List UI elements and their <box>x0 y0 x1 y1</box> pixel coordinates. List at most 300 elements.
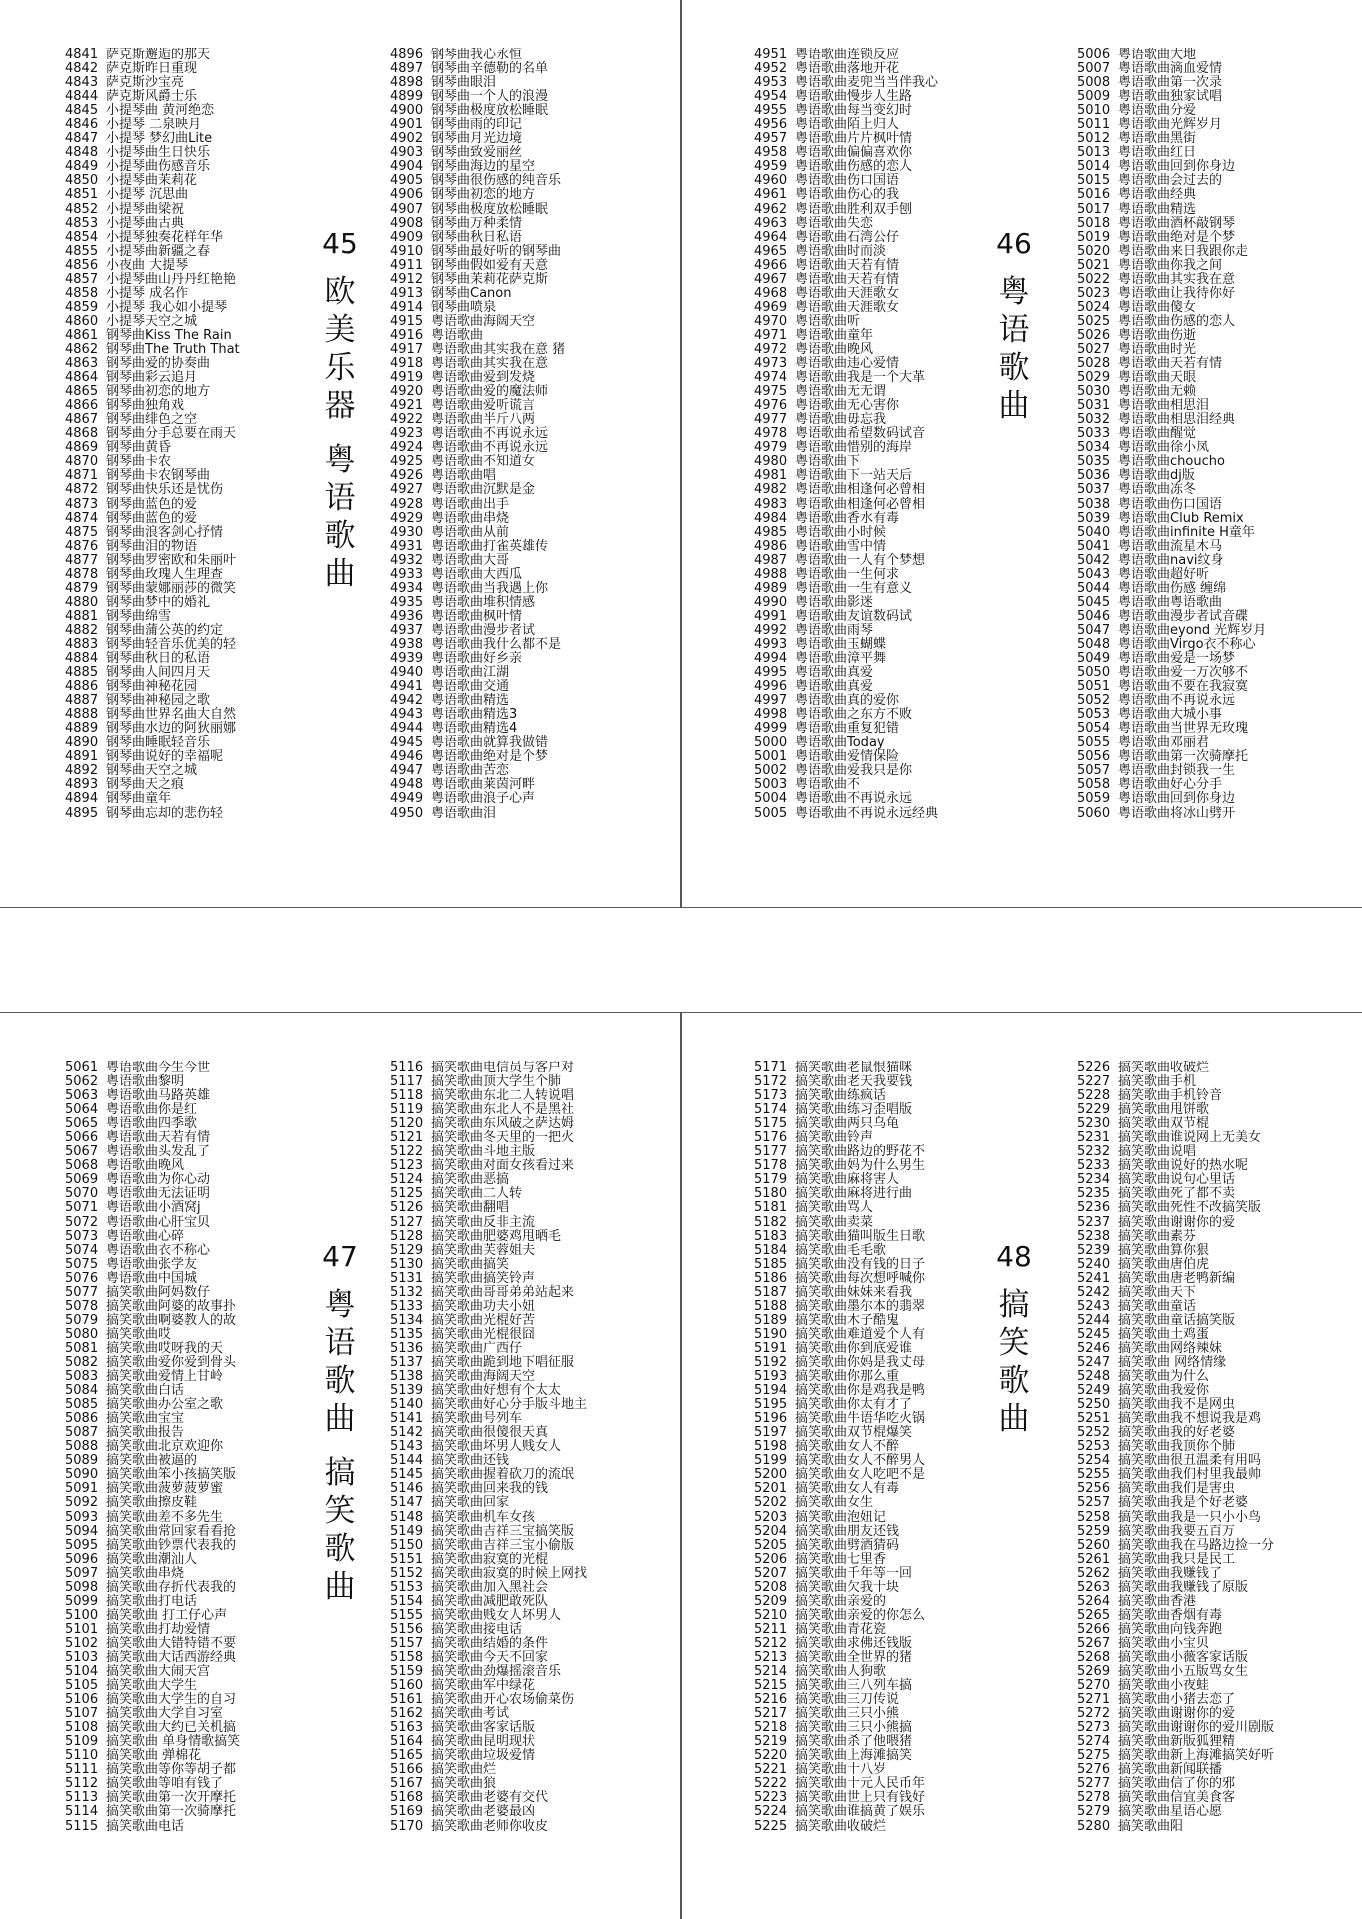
song-number: 5052 <box>1077 693 1111 709</box>
song-title: 粤语歌曲天若有情 <box>795 257 900 273</box>
song-entry <box>754 1328 969 1342</box>
song-title: 搞笑歌曲寂寞的光棍 <box>431 1551 549 1567</box>
song-number: 5098 <box>65 1579 99 1595</box>
song-title: 搞笑歌曲女人吃吧不是 <box>795 1467 926 1483</box>
song-number: 4950 <box>390 805 424 821</box>
song-entry <box>65 441 280 455</box>
song-title: 钢琴曲天之痕 <box>106 777 185 793</box>
song-title: 粤语歌曲不再说永远 <box>1118 693 1236 709</box>
song-number: 5217 <box>754 1706 788 1722</box>
song-number: 4862 <box>65 341 99 357</box>
song-title: 钢琴曲极度放松睡眠 <box>431 103 549 119</box>
song-entry <box>1077 217 1292 231</box>
song-entry <box>65 301 280 315</box>
song-number: 5030 <box>1077 384 1111 400</box>
song-number: 5111 <box>65 1762 99 1778</box>
song-entry <box>1077 1328 1292 1342</box>
song-title: 搞笑歌曲加入黑社会 <box>431 1579 549 1595</box>
song-number: 5067 <box>65 1144 99 1160</box>
song-number: 4925 <box>390 454 424 470</box>
section-title-char: 粤 <box>324 442 356 478</box>
song-title: 粤语歌曲超好听 <box>1118 566 1210 582</box>
song-number: 5271 <box>1077 1692 1111 1708</box>
song-title: 粤语歌曲心碎 <box>106 1228 185 1244</box>
song-entry <box>65 736 280 750</box>
song-title: 搞笑歌曲我顶你个肺 <box>1118 1439 1236 1455</box>
song-title: 粤语歌曲衣不称心 <box>106 1242 211 1258</box>
song-title: 钢琴曲卡农 <box>106 454 172 470</box>
song-title: 粤语歌曲绝对是个梦 <box>1118 229 1236 245</box>
song-number: 5094 <box>65 1523 99 1539</box>
song-number: 5229 <box>1077 1102 1111 1118</box>
song-number: 4934 <box>390 580 424 596</box>
song-number: 5179 <box>754 1172 788 1188</box>
song-number: 5197 <box>754 1425 788 1441</box>
catalog-page-47 <box>0 1012 681 1919</box>
section-title-char: 搞 <box>324 1455 356 1491</box>
song-title: 粤语歌曲伤逝 <box>1118 327 1197 343</box>
song-number: 5163 <box>390 1720 424 1736</box>
song-title: 粤语歌曲片片枫叶情 <box>795 131 913 147</box>
song-entry <box>390 1679 605 1693</box>
song-number: 5252 <box>1077 1425 1111 1441</box>
song-title: 粤语歌曲四季歌 <box>106 1116 198 1132</box>
song-number: 5147 <box>390 1495 424 1511</box>
song-number: 5044 <box>1077 580 1111 596</box>
song-entry <box>1077 1272 1292 1286</box>
song-title: 粤语歌曲今生今世 <box>106 1061 211 1075</box>
song-list-left <box>65 48 280 821</box>
song-title: 粤语歌曲真爱 <box>795 679 874 695</box>
song-number: 5066 <box>65 1130 99 1146</box>
song-entry <box>65 1511 280 1525</box>
song-entry <box>65 1089 280 1103</box>
song-title: 粤语歌曲无法证明 <box>106 1186 211 1202</box>
song-number: 5124 <box>390 1172 424 1188</box>
song-title: 搞笑歌曲结婚的条件 <box>431 1635 549 1651</box>
song-title: 搞笑歌曲童话 <box>1118 1298 1197 1314</box>
song-number: 5000 <box>754 735 788 751</box>
song-number: 4841 <box>65 48 99 62</box>
song-title: 小提琴曲山丹丹红艳艳 <box>106 271 237 287</box>
song-title: 钢琴曲月光边境 <box>431 131 523 147</box>
song-number: 4926 <box>390 468 424 484</box>
song-entry <box>754 1820 969 1834</box>
song-entry <box>1077 427 1292 441</box>
section-title-char: 曲 <box>324 1401 356 1437</box>
song-title: 小提琴曲生日快乐 <box>106 145 211 161</box>
song-number: 5249 <box>1077 1383 1111 1399</box>
song-number: 4892 <box>65 763 99 779</box>
song-number: 5232 <box>1077 1144 1111 1160</box>
song-title: 粤语歌曲为你心动 <box>106 1172 211 1188</box>
song-title: 搞笑歌曲练习歪唱版 <box>795 1102 913 1118</box>
song-number: 4901 <box>390 117 424 133</box>
song-title: 粤语歌曲天若有情 <box>1118 356 1223 372</box>
song-title: 小提琴曲新疆之春 <box>106 243 211 259</box>
song-entry <box>390 1539 605 1553</box>
song-title: 搞笑歌曲素芬 <box>1118 1228 1197 1244</box>
song-number: 5237 <box>1077 1214 1111 1230</box>
song-entry <box>1077 203 1292 217</box>
song-number: 4884 <box>65 651 99 667</box>
song-number: 5231 <box>1077 1130 1111 1146</box>
song-number: 4910 <box>390 243 424 259</box>
song-number: 4970 <box>754 313 788 329</box>
song-title: 粤语歌曲粤语歌曲 <box>1118 594 1223 610</box>
song-title: 粤语歌曲陌上归人 <box>795 117 900 133</box>
song-title: 搞笑歌曲哎 <box>106 1326 172 1342</box>
section-title-char: 欧 <box>324 274 356 310</box>
song-entry <box>1077 231 1292 245</box>
song-title: 粤语歌曲苦恋 <box>431 763 510 779</box>
song-title: 搞笑歌曲我要五百万 <box>1118 1523 1236 1539</box>
section-title-char: 语 <box>324 480 356 516</box>
song-number: 5154 <box>390 1593 424 1609</box>
song-entry <box>65 1103 280 1117</box>
song-number: 4945 <box>390 735 424 751</box>
song-list-right <box>1077 48 1292 821</box>
song-title: 搞笑歌曲笨小孩搞笑版 <box>106 1467 237 1483</box>
song-title: 搞笑歌曲翻唱 <box>431 1200 510 1216</box>
song-number: 5026 <box>1077 327 1111 343</box>
song-number: 5032 <box>1077 412 1111 428</box>
song-title: 搞笑歌曲我爱你 <box>1118 1383 1210 1399</box>
song-title: 搞笑歌曲练疯话 <box>795 1088 887 1104</box>
song-number: 5089 <box>65 1453 99 1469</box>
song-entry <box>390 1553 605 1567</box>
song-entry <box>65 62 280 76</box>
song-entry <box>390 1258 605 1272</box>
song-title: 搞笑歌曲谁搞黄了娱乐 <box>795 1804 926 1820</box>
song-entry <box>754 273 969 287</box>
section-title <box>320 225 360 593</box>
song-number: 5060 <box>1077 805 1111 821</box>
song-title: 钢琴曲茉莉花萨克斯 <box>431 271 549 287</box>
song-number: 4907 <box>390 201 424 217</box>
song-number: 4962 <box>754 201 788 217</box>
song-entry <box>754 610 969 624</box>
song-entry <box>390 624 605 638</box>
song-number: 4849 <box>65 159 99 175</box>
song-number: 5120 <box>390 1116 424 1132</box>
song-number: 4908 <box>390 215 424 231</box>
song-number: 5103 <box>65 1649 99 1665</box>
section-title-char: 语 <box>998 312 1030 348</box>
song-title: 粤语歌曲伤感的恋人 <box>795 159 913 175</box>
song-number: 5042 <box>1077 552 1111 568</box>
song-title: 搞笑歌曲三刀传说 <box>795 1692 900 1708</box>
song-number: 4927 <box>390 482 424 498</box>
song-number: 5148 <box>390 1509 424 1525</box>
song-number: 5075 <box>65 1256 99 1272</box>
song-number: 5213 <box>754 1649 788 1665</box>
song-title: 搞笑歌曲我们村里我最帅 <box>1118 1467 1262 1483</box>
song-number: 5142 <box>390 1425 424 1441</box>
song-title: 搞笑歌曲很傻很天真 <box>431 1425 549 1441</box>
song-number: 5161 <box>390 1692 424 1708</box>
song-title: 粤语歌曲雨琴 <box>795 622 874 638</box>
song-entry <box>1077 792 1292 806</box>
song-number: 5196 <box>754 1411 788 1427</box>
song-entry <box>65 357 280 371</box>
song-entry <box>65 666 280 680</box>
song-title: 粤语歌曲流星木马 <box>1118 538 1223 554</box>
song-title: 粤语歌曲玉蝴蝶 <box>795 636 887 652</box>
song-entry <box>65 231 280 245</box>
song-title: 搞笑歌曲双节棍爆笑 <box>795 1425 913 1441</box>
song-number: 5212 <box>754 1635 788 1651</box>
song-title: 粤语歌曲当世界无玫瑰 <box>1118 721 1249 737</box>
song-title: 搞笑歌曲机车女孩 <box>431 1509 536 1525</box>
song-entry <box>65 582 280 596</box>
song-entry <box>754 259 969 273</box>
song-entry <box>754 343 969 357</box>
song-title: 搞笑歌曲吉祥三宝搞笑版 <box>431 1523 575 1539</box>
song-title: 粤语歌曲爱的魔法师 <box>431 384 549 400</box>
song-number: 5250 <box>1077 1397 1111 1413</box>
song-number: 5207 <box>754 1565 788 1581</box>
song-number: 5084 <box>65 1383 99 1399</box>
song-title: 粤语歌曲小酒窝j <box>106 1200 201 1216</box>
song-title: 搞笑歌曲我在马路边捡一分 <box>1118 1537 1275 1553</box>
section-title-char: 粤 <box>324 1287 356 1323</box>
song-entry <box>390 1581 605 1595</box>
song-number: 5020 <box>1077 243 1111 259</box>
song-title: 搞笑歌曲报告 <box>106 1425 185 1441</box>
song-entry <box>65 722 280 736</box>
song-title: 搞笑歌曲两只乌龟 <box>795 1116 900 1132</box>
song-title: 粤语歌曲伤心的我 <box>795 187 900 203</box>
song-title: 粤语歌曲一生有意义 <box>795 580 913 596</box>
song-number: 5211 <box>754 1621 788 1637</box>
song-entry <box>1077 1496 1292 1510</box>
song-number: 4852 <box>65 201 99 217</box>
song-number: 5004 <box>754 791 788 807</box>
song-number: 5080 <box>65 1326 99 1342</box>
song-number: 5221 <box>754 1762 788 1778</box>
song-title: 粤语歌曲黑街 <box>1118 131 1197 147</box>
song-title: 钢琴曲世界名曲大自然 <box>106 707 237 723</box>
song-number: 4974 <box>754 370 788 386</box>
song-entry <box>1077 1300 1292 1314</box>
song-title: 粤语歌曲好乡亲 <box>431 651 523 667</box>
song-number: 4842 <box>65 61 99 77</box>
song-number: 5061 <box>65 1061 99 1075</box>
song-title: 搞笑歌曲菠萝菠萝蜜 <box>106 1481 224 1497</box>
song-entry <box>1077 315 1292 329</box>
song-number: 5096 <box>65 1551 99 1567</box>
song-number: 4997 <box>754 693 788 709</box>
song-title: 粤语歌曲伤口国语 <box>795 173 900 189</box>
song-title: 粤语歌曲 <box>431 327 484 343</box>
song-entry <box>65 652 280 666</box>
song-number: 4882 <box>65 622 99 638</box>
song-number: 5162 <box>390 1706 424 1722</box>
song-entry <box>65 512 280 526</box>
song-title: 粤语歌曲莱茵河畔 <box>431 777 536 793</box>
song-title: 钢琴曲秋日私语 <box>431 229 523 245</box>
song-number: 4924 <box>390 440 424 456</box>
song-title: 粤语歌曲徐小凤 <box>1118 440 1210 456</box>
song-title: 小提琴曲茉莉花 <box>106 173 198 189</box>
song-title: 钢琴曲初恋的地方 <box>106 384 211 400</box>
song-title: 搞笑歌曲新版狐狸精 <box>1118 1734 1236 1750</box>
song-number: 4911 <box>390 257 424 273</box>
song-number: 5038 <box>1077 496 1111 512</box>
song-number: 4905 <box>390 173 424 189</box>
song-entry <box>390 413 605 427</box>
song-number: 5115 <box>65 1818 99 1834</box>
song-title: 搞笑歌曲肥婆鸡甩晒毛 <box>431 1228 562 1244</box>
song-title: 粤语歌曲分爱 <box>1118 103 1197 119</box>
song-entry <box>390 329 605 343</box>
song-number: 5137 <box>390 1354 424 1370</box>
song-entry <box>390 1075 605 1089</box>
song-title: 搞笑歌曲牛语华吃火锅 <box>795 1411 926 1427</box>
song-title: 搞笑歌曲路边的野花不 <box>795 1144 926 1160</box>
song-number: 5155 <box>390 1607 424 1623</box>
song-entry <box>65 1820 280 1834</box>
song-entry <box>65 1623 280 1637</box>
song-entry <box>390 62 605 76</box>
song-title: 粤语歌曲其实我在意 <box>1118 271 1236 287</box>
song-entry <box>754 1230 969 1244</box>
song-title: 钢琴曲浪客剑心抒情 <box>106 524 224 540</box>
song-number: 5275 <box>1077 1748 1111 1764</box>
song-number: 5261 <box>1077 1551 1111 1567</box>
song-entry <box>754 385 969 399</box>
song-entry <box>390 1300 605 1314</box>
song-number: 5112 <box>65 1776 99 1792</box>
song-number: 5264 <box>1077 1593 1111 1609</box>
song-number: 4885 <box>65 665 99 681</box>
song-title: 粤语歌曲相逢何必曾相 <box>795 496 926 512</box>
song-title: 粤语歌曲不再说永远 <box>795 791 913 807</box>
song-entry <box>390 231 605 245</box>
song-number: 4870 <box>65 454 99 470</box>
song-entry <box>754 778 969 792</box>
song-number: 5157 <box>390 1635 424 1651</box>
song-number: 5068 <box>65 1158 99 1174</box>
song-number: 4977 <box>754 412 788 428</box>
song-number: 5203 <box>754 1509 788 1525</box>
song-title: 粤语歌曲当我遇上你 <box>431 580 549 596</box>
song-title: 搞笑歌曲青花瓷 <box>795 1621 887 1637</box>
song-title: 钢琴曲Canon <box>431 285 512 301</box>
song-number: 4948 <box>390 777 424 793</box>
song-number: 4886 <box>65 679 99 695</box>
song-number: 5186 <box>754 1270 788 1286</box>
song-entry <box>390 568 605 582</box>
song-number: 5238 <box>1077 1228 1111 1244</box>
song-number: 4876 <box>65 538 99 554</box>
song-entry <box>65 1805 280 1819</box>
song-entry <box>390 778 605 792</box>
song-entry <box>754 750 969 764</box>
song-title: 小提琴独奏花样年华 <box>106 229 224 245</box>
song-entry <box>754 1061 969 1075</box>
song-title: 搞笑歌曲大话西游经典 <box>106 1649 237 1665</box>
song-title: 搞笑歌曲求佛还钱版 <box>795 1635 913 1651</box>
song-title: 钢琴曲蓝色的爱 <box>106 510 198 526</box>
song-entry <box>754 1595 969 1609</box>
song-title: 搞笑歌曲妹妹来看我 <box>795 1284 913 1300</box>
song-number: 4932 <box>390 552 424 568</box>
song-title: 钢琴曲假如爱有天意 <box>431 257 549 273</box>
song-number: 5049 <box>1077 651 1111 667</box>
song-title: 粤语歌曲来日我跟你走 <box>1118 243 1249 259</box>
song-title: 钢琴曲人间四月天 <box>106 665 211 681</box>
song-number: 5043 <box>1077 566 1111 582</box>
song-title: 粤语歌曲不再说永远 <box>431 426 549 442</box>
song-title: 搞笑歌曲你妈是我丈母 <box>795 1354 926 1370</box>
song-number: 4872 <box>65 482 99 498</box>
song-number: 5106 <box>65 1692 99 1708</box>
song-title: 粤语歌曲不再说永远 <box>431 440 549 456</box>
song-number: 5141 <box>390 1411 424 1427</box>
song-title: 搞笑歌曲你那么重 <box>795 1369 900 1385</box>
song-title: 粤语歌曲半斤八两 <box>431 412 536 428</box>
song-title: 搞笑歌曲哎呀我的天 <box>106 1340 224 1356</box>
song-title: 搞笑歌曲大学自习室 <box>106 1706 224 1722</box>
song-entry <box>390 1496 605 1510</box>
song-title: 粤语歌曲大城小事 <box>1118 707 1223 723</box>
song-entry <box>390 1763 605 1777</box>
song-title: 搞笑歌曲 打工仔心声 <box>106 1607 228 1623</box>
song-entry <box>65 413 280 427</box>
song-title: 钢琴曲罗密欧和朱丽叶 <box>106 552 237 568</box>
song-title: 搞笑歌曲大约已关机搞 <box>106 1720 237 1736</box>
song-number: 5119 <box>390 1102 424 1118</box>
song-entry <box>65 1272 280 1286</box>
song-entry <box>754 568 969 582</box>
song-title: 搞笑歌曲差不多先生 <box>106 1509 224 1525</box>
song-number: 4917 <box>390 341 424 357</box>
song-entry <box>1077 1623 1292 1637</box>
song-entry <box>754 357 969 371</box>
song-number: 4916 <box>390 327 424 343</box>
song-number: 4957 <box>754 131 788 147</box>
song-number: 5097 <box>65 1565 99 1581</box>
song-entry <box>754 1286 969 1300</box>
song-title: 钢琴曲说好的幸福呢 <box>106 749 224 765</box>
song-number: 4855 <box>65 243 99 259</box>
song-entry <box>65 1244 280 1258</box>
song-title: 搞笑歌曲十元人民币年 <box>795 1776 926 1792</box>
song-entry <box>1077 1201 1292 1215</box>
song-entry <box>1077 722 1292 736</box>
song-title: 粤语歌曲爱我只是你 <box>795 763 913 779</box>
song-title: 搞笑歌曲上海滩搞笑 <box>795 1748 913 1764</box>
song-number: 5224 <box>754 1804 788 1820</box>
song-number: 5233 <box>1077 1158 1111 1174</box>
song-number: 5183 <box>754 1228 788 1244</box>
song-title: 搞笑歌曲老师你收皮 <box>431 1818 549 1834</box>
song-number: 5107 <box>65 1706 99 1722</box>
song-number: 5063 <box>65 1088 99 1104</box>
song-list-left <box>754 48 969 821</box>
song-title: 钢琴曲最好听的钢琴曲 <box>431 243 562 259</box>
song-number: 4944 <box>390 721 424 737</box>
song-title: 粤语歌曲时而淡 <box>795 243 887 259</box>
song-number: 4874 <box>65 510 99 526</box>
song-title: 搞笑歌曲二人转 <box>431 1186 523 1202</box>
song-entry <box>754 188 969 202</box>
song-title: 钢琴曲雨的印记 <box>431 117 523 133</box>
song-title: 搞笑歌曲全世界的猪 <box>795 1649 913 1665</box>
song-number: 5194 <box>754 1383 788 1399</box>
